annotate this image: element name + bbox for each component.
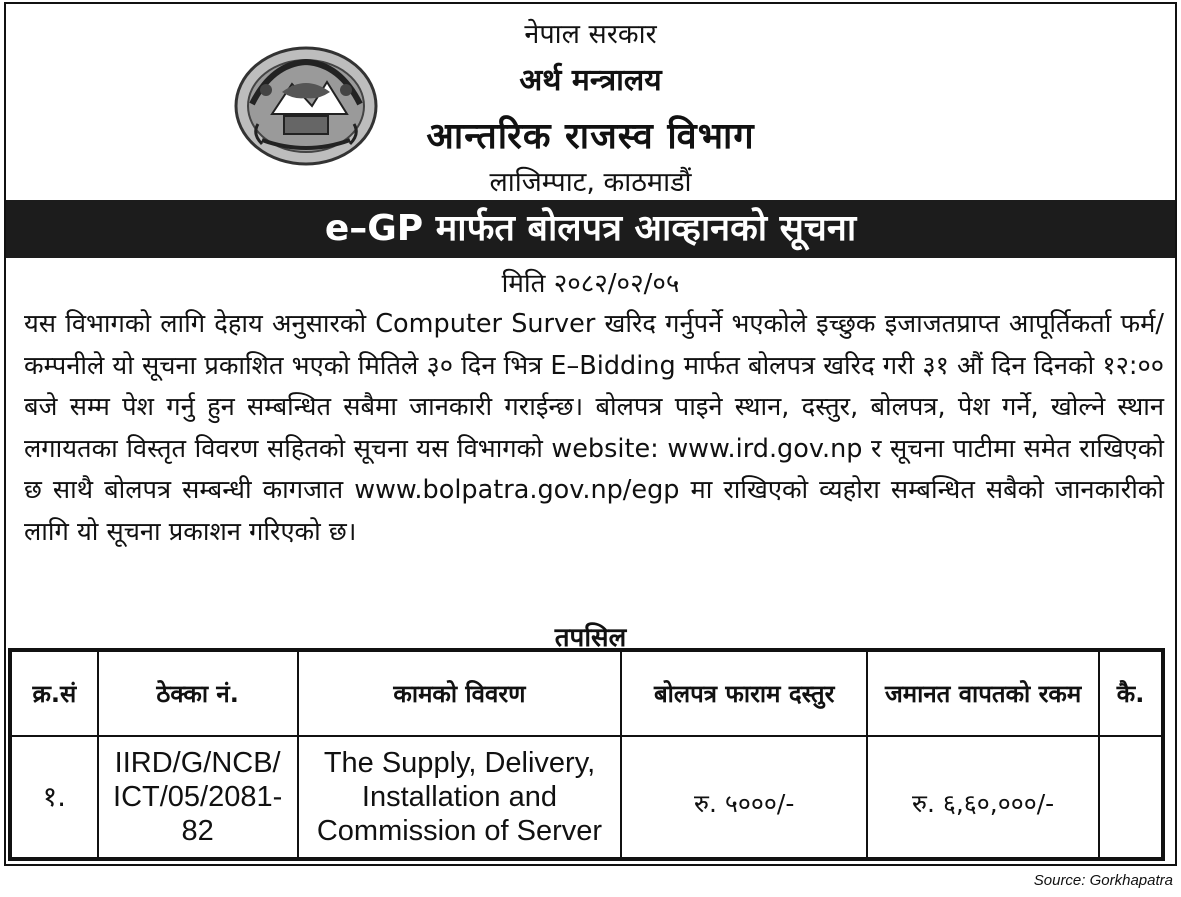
header-description: कामको विवरण (298, 650, 622, 736)
table-row (10, 736, 1163, 859)
notice-date: मिति २०८२/०२/०५ (501, 269, 680, 299)
cell-description: The Supply, Delivery, Installation and Commission of Server (298, 736, 622, 859)
header-form-fee: बोलपत्र फाराम दस्तुर (621, 650, 867, 736)
ministry-heading: अर्थ मन्त्रालय (519, 63, 662, 98)
address-heading: लाजिम्पाट, काठमाडौं (489, 167, 692, 198)
header-remarks: कै. (1099, 650, 1163, 736)
government-heading: नेपाल सरकार (524, 19, 657, 50)
header-contract-no: ठेक्का नं. (98, 650, 298, 736)
header-serial: क्र.सं (10, 650, 98, 736)
cell-remarks (1099, 736, 1163, 859)
notice-body: यस विभागको लागि देहाय अनुसारको Computer Surver खरिद गर्नुपर्ने भएकोले इच्छुक इजाजतप्राप्त आपूर्तिकर्ता फर्म/कम्पनीले यो सूचना प्रकाशित भएको मितिले ३० दिन भित्र E–Bidding मार्फत बोलपत्र खरिद गरी ३१ औं दिन दिनको १२:०० बजे सम्म पेश गर्नु हुन सम्बन्धित सबैमा जानकारी गराईन्छ। बोलपत्र पाइने स्थान, दस्तुर, बोलपत्र, पेश गर्ने, खोल्ने स्थान लगायतका विस्तृत विवरण सहितको सूचना यस विभागको website: www.ird.gov.np र सूचना पाटीमा समेत राखिएको छ साथै बोलपत्र सम्बन्धी कागजात www.bolpatra.gov.np/egp मा राखिएको व्यहोरा सम्बन्धित सबैको जानकारीको लागि यो सूचना प्रकाशन गरिएको छ। (24, 309, 1164, 547)
source-credit: Source: Gorkhapatra (1033, 872, 1173, 889)
schedule-caption: तपसिल (554, 623, 627, 653)
department-heading: आन्तरिक राजस्व विभाग (426, 116, 755, 157)
header-security-amount: जमानत वापतको रकम (867, 650, 1099, 736)
table-header-row (10, 650, 1163, 736)
schedule-table (8, 648, 1165, 861)
notice-title-banner: e–GP मार्फत बोलपत्र आव्हानको सूचना (6, 200, 1175, 258)
cell-serial: १. (10, 736, 98, 859)
cell-contract-no: IIRD/G/NCB/ ICT/05/2081-82 (98, 736, 298, 859)
cell-security-amount: रु. ६,६०,०००/- (867, 736, 1099, 859)
cell-form-fee: रु. ५०००/- (621, 736, 867, 859)
